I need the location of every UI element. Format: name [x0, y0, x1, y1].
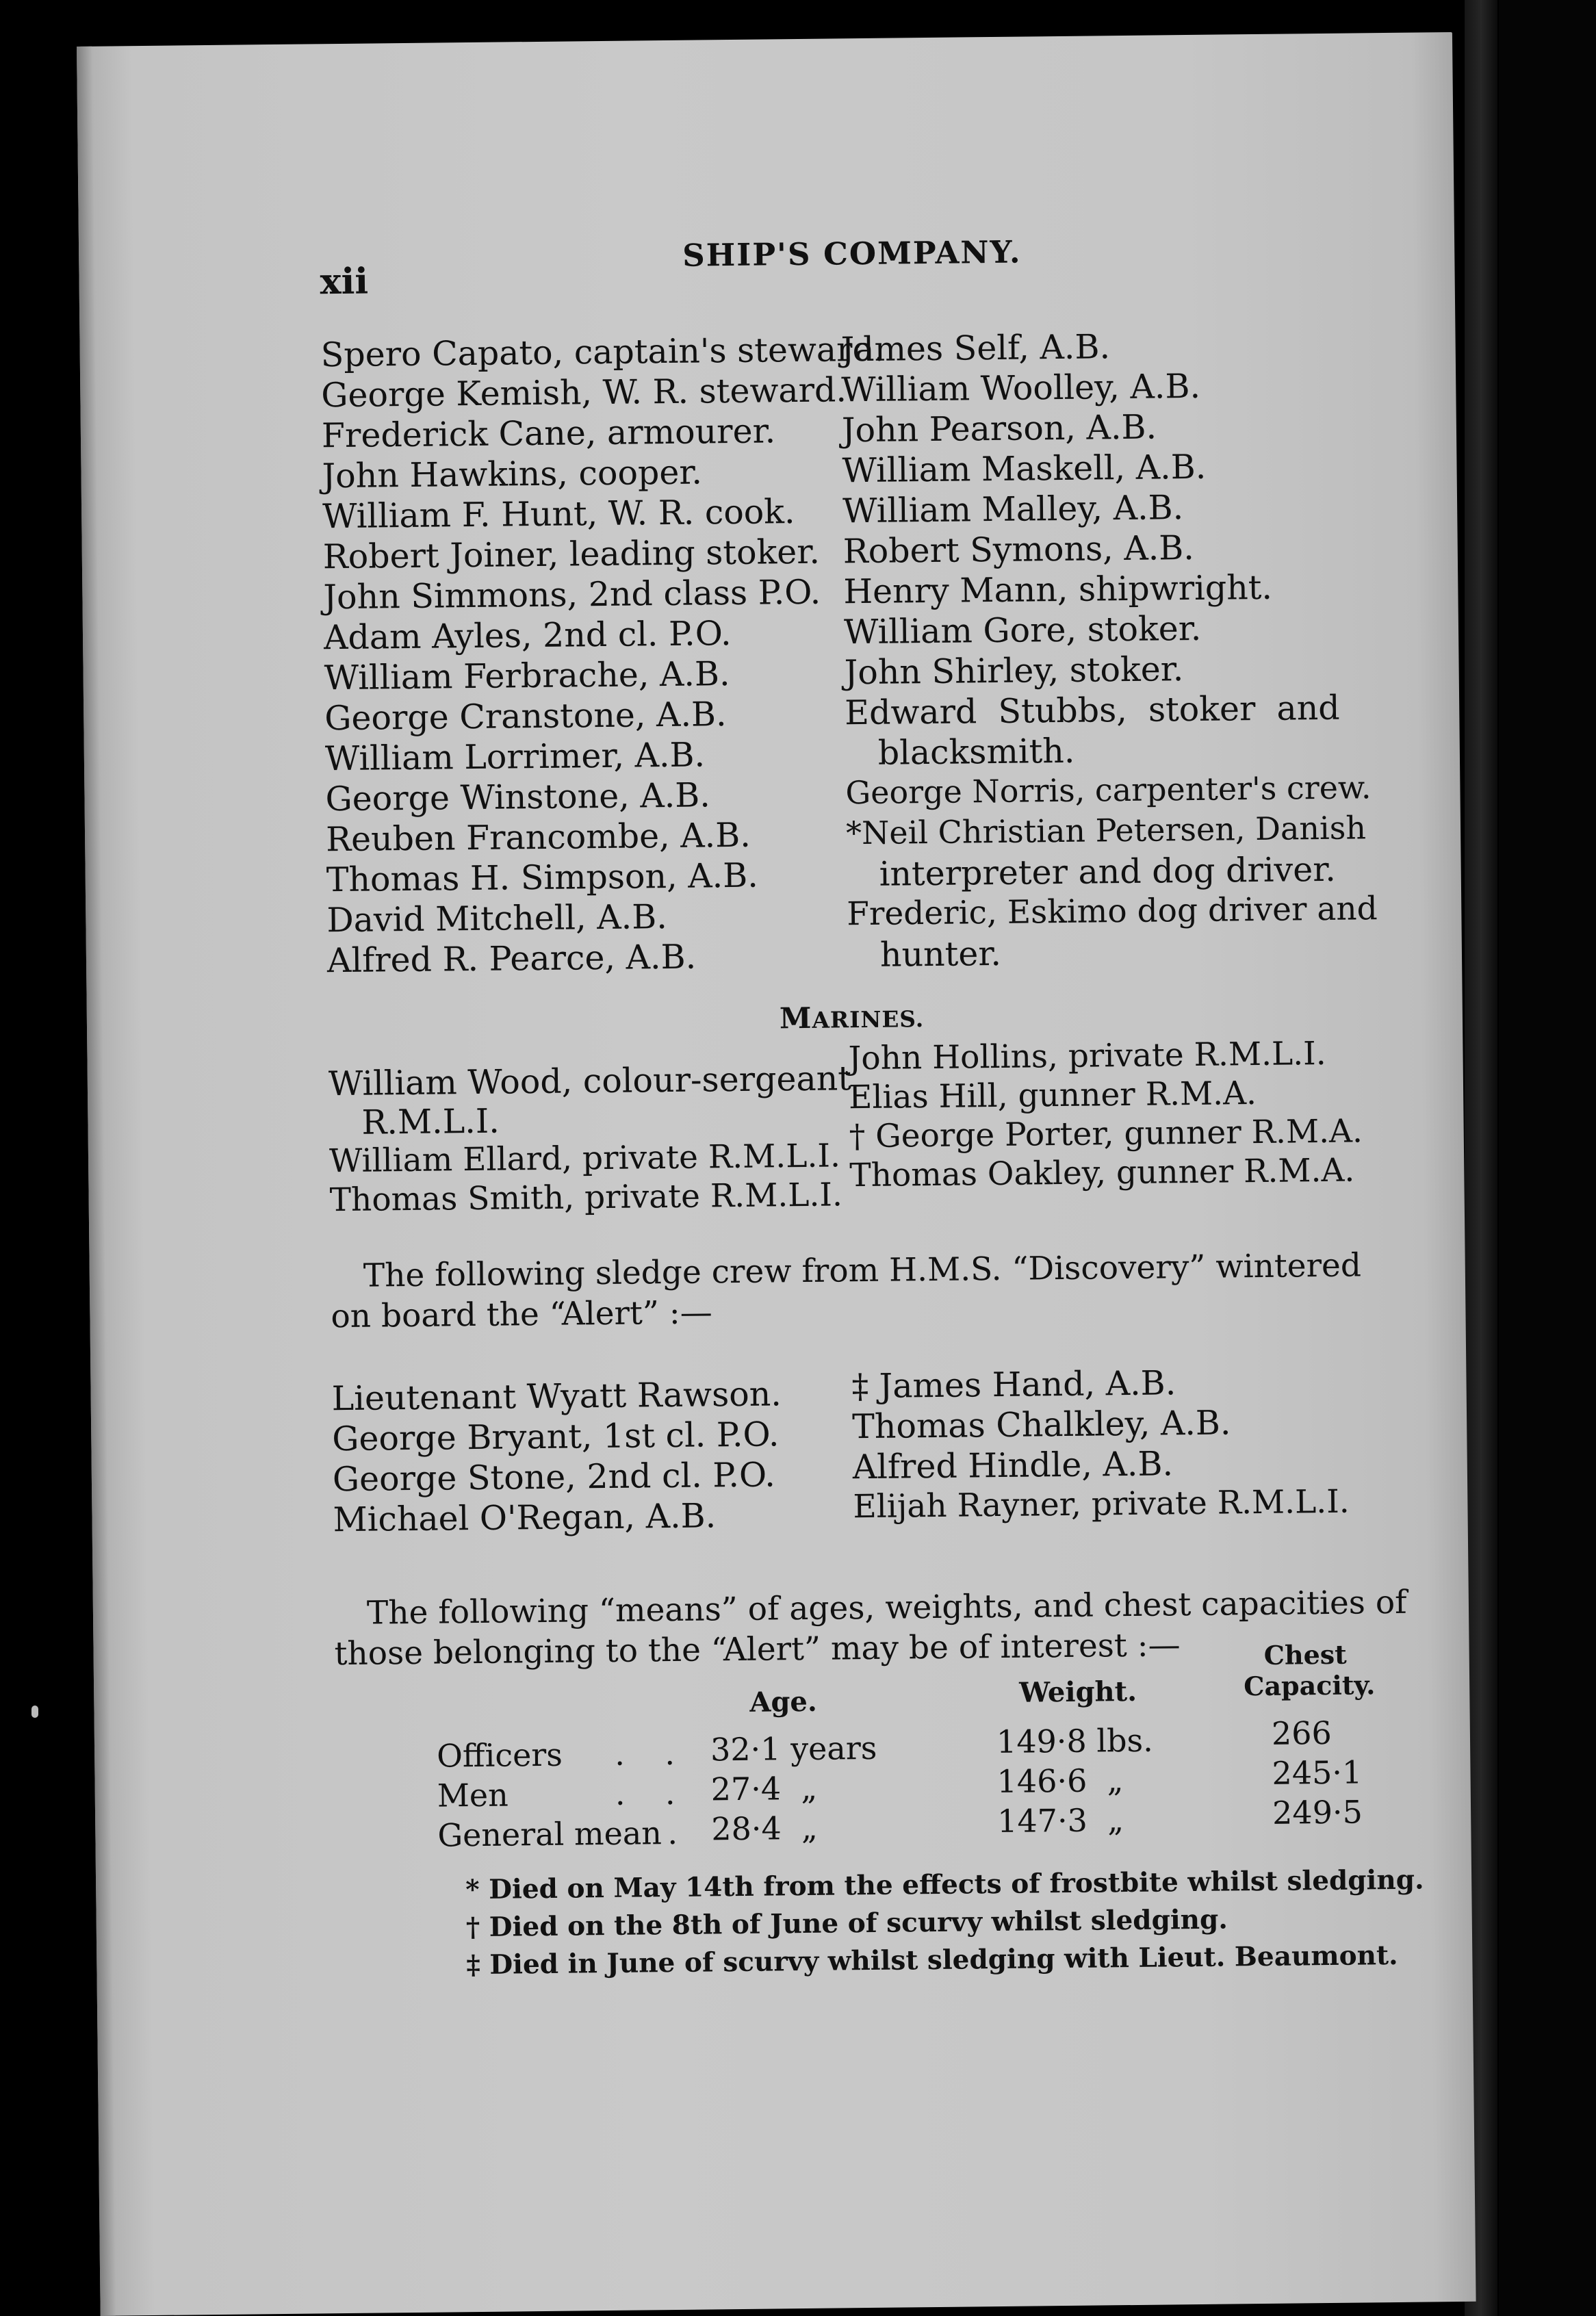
crew-entry: John Simmons, 2nd class P.O.	[323, 572, 821, 617]
discovery-entry: ‡ James Hand, A.B.	[851, 1363, 1176, 1406]
crew-entry: George Winstone, A.B.	[325, 775, 711, 819]
marine-entry: John Hollins, private R.M.L.I.	[848, 1034, 1326, 1078]
means-intro-line: those belonging to the “Alert” may be of interest :—	[334, 1626, 1181, 1673]
means-row-chest: 245·1	[1272, 1753, 1363, 1792]
page-edge	[77, 47, 116, 2316]
crew-entry: William Gore, stoker.	[843, 608, 1202, 652]
crew-entry-continuation: interpreter and dog driver.	[879, 849, 1337, 894]
means-row-dots: . .	[615, 1774, 675, 1812]
marine-entry: Thomas Oakley, gunner R.M.A.	[849, 1151, 1355, 1195]
crew-entry-continuation: blacksmith.	[877, 731, 1075, 773]
scan-speck	[31, 1706, 38, 1718]
crew-entry: Frederick Cane, armourer.	[321, 411, 776, 456]
means-row-age: 28·4 „	[711, 1809, 819, 1848]
crew-entry: William Ferbrache, A.B.	[324, 654, 730, 698]
crew-entry: William Malley, A.B.	[842, 488, 1184, 531]
crew-entry: Thomas H. Simpson, A.B.	[326, 855, 759, 900]
means-row-weight: 149·8 lbs.	[996, 1721, 1153, 1761]
marines-heading-rest: ARINES.	[812, 1005, 925, 1033]
means-row-label: General mean	[437, 1814, 662, 1854]
marine-entry: William Wood, colour-sergeant	[328, 1059, 852, 1104]
marine-entry: William Ellard, private R.M.L.I.	[329, 1137, 841, 1181]
means-col-chest: Chest	[1263, 1638, 1347, 1671]
footnote: † Died on the 8th of June of scurvy whilst sledging.	[465, 1903, 1228, 1944]
crew-entry: George Norris, carpenter's crew.	[845, 769, 1372, 812]
marines-heading	[780, 1003, 925, 1033]
means-row-dots: .	[667, 1814, 678, 1852]
footnote: ‡ Died in June of scurvy whilst sledging with Lieut. Beaumont.	[466, 1939, 1398, 1981]
means-col-age: Age.	[749, 1685, 818, 1719]
crew-entry: Alfred R. Pearce, A.B.	[326, 937, 697, 981]
crew-entry: Henry Mann, shipwright.	[843, 567, 1273, 612]
marine-entry-continuation: R.M.L.I.	[361, 1101, 500, 1142]
discovery-entry: Thomas Chalkley, A.B.	[851, 1403, 1231, 1447]
crew-entry: Frederic, Eskimo dog driver and	[847, 890, 1378, 934]
discovery-entry: Lieutenant Wyatt Rawson.	[331, 1374, 782, 1419]
means-intro-line: The following “means” of ages, weights, and chest capacities of	[366, 1583, 1407, 1632]
crew-entry: Spero Capato, captain's steward.	[320, 329, 885, 375]
marine-entry: † George Porter, gunner R.M.A.	[849, 1112, 1363, 1156]
crew-entry: John Pearson, A.B.	[841, 407, 1157, 450]
means-row-label: Officers	[436, 1736, 563, 1775]
discovery-entry: George Stone, 2nd cl. P.O.	[332, 1455, 776, 1500]
means-col-capacity: Capacity.	[1243, 1669, 1376, 1702]
marines-heading-initial: M	[779, 1001, 812, 1035]
discovery-intro-line: The following sledge crew from H.M.S. “Discovery” wintered	[363, 1246, 1362, 1295]
marine-entry: Thomas Smith, private R.M.L.I.	[329, 1176, 843, 1220]
means-row-weight: 147·3 „	[996, 1801, 1124, 1840]
means-row-label: Men	[437, 1776, 509, 1814]
crew-entry: David Mitchell, A.B.	[326, 897, 668, 940]
discovery-entry: Elijah Rayner, private R.M.L.I.	[853, 1482, 1350, 1526]
crew-entry: Adam Ayles, 2nd cl. P.O.	[323, 614, 732, 658]
discovery-intro-line: on board the “Alert” :—	[331, 1294, 712, 1336]
crew-entry-continuation: hunter.	[879, 934, 1002, 975]
means-row-age: 32·1 years	[710, 1729, 877, 1768]
crew-entry: William Lorrimer, A.B.	[324, 735, 706, 779]
page-number: xii	[320, 260, 369, 303]
means-row-weight: 146·6 „	[996, 1762, 1124, 1801]
means-row-age: 27·4 „	[710, 1769, 818, 1808]
discovery-entry: Alfred Hindle, A.B.	[852, 1444, 1174, 1487]
discovery-entry: George Bryant, 1st cl. P.O.	[332, 1415, 780, 1459]
marine-entry: Elias Hill, gunner R.M.A.	[848, 1075, 1257, 1117]
means-col-weight: Weight.	[1019, 1675, 1137, 1709]
means-row-chest: 249·5	[1272, 1793, 1363, 1831]
means-row-dots: . .	[614, 1734, 675, 1773]
crew-entry: William Maskell, A.B.	[842, 447, 1207, 491]
running-title: SHIP'S COMPANY.	[682, 233, 1022, 274]
crew-entry: *Neil Christian Petersen, Danish	[845, 809, 1367, 852]
means-row-chest: 266	[1271, 1714, 1332, 1752]
crew-entry: Reuben Francombe, A.B.	[325, 815, 751, 860]
scan-background	[1499, 0, 1596, 2316]
crew-entry: George Kemish, W. R. steward.	[321, 370, 847, 415]
page-sheet	[77, 32, 1476, 2316]
footnote: * Died on May 14th from the effects of frostbite whilst sledging.	[465, 1864, 1424, 1906]
crew-entry: Edward Stubbs, stoker and	[844, 688, 1340, 733]
crew-entry: John Hawkins, cooper.	[322, 452, 703, 496]
crew-entry: William Woolley, A.B.	[841, 366, 1201, 410]
crew-entry: Robert Symons, A.B.	[842, 528, 1195, 571]
crew-entry: George Cranstone, A.B.	[324, 695, 727, 738]
crew-entry: James Self, A.B.	[840, 327, 1111, 370]
crew-entry: John Shirley, stoker.	[844, 649, 1184, 693]
crew-entry: William F. Hunt, W. R. cook.	[322, 492, 795, 537]
discovery-entry: Michael O'Regan, A.B.	[333, 1496, 717, 1540]
crew-entry: Robert Joiner, leading stoker.	[322, 532, 821, 577]
